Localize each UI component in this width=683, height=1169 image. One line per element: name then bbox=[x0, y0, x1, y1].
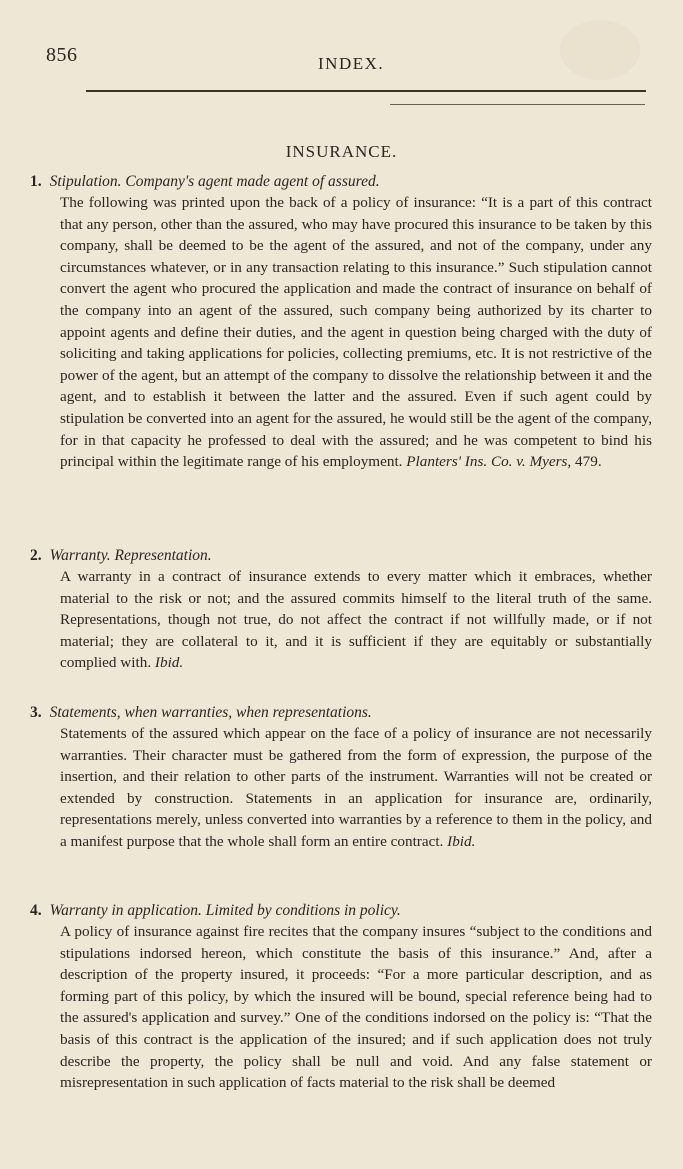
entry-heading bbox=[30, 703, 652, 723]
entry-body-text: A warranty in a contract of insurance extends to every matter which it embraces, whether material to the risk or not; and the assured commits himself to the literal truth of the same. Representations, though not true, do not affect the contract if not willfully made, or if not material; they are collateral to it, and it is sufficient if they are equitably or substantially complied with. bbox=[60, 568, 652, 672]
entry-citation: Ibid. bbox=[154, 654, 184, 672]
page-number: 856 bbox=[46, 44, 78, 66]
header-rule bbox=[86, 90, 646, 92]
entry-heading bbox=[30, 546, 652, 566]
section-title: INSURANCE. bbox=[285, 142, 398, 161]
index-entry bbox=[30, 901, 652, 1094]
entry-body bbox=[30, 566, 652, 674]
entry-body-text: Statements of the assured which appear on the face of a policy of insurance are not necessarily warranties. Their character must be gathered from the form of expression, the purpose of the insertion, and their relation to other parts of the instrument. Warranties will not be created or extended by construction. Statements in an application for insurance are, ordinarily, representations merely, unless converted into warranties by a reference to them in the policy, and a manifest purpose that the whole shall form an entire contract. bbox=[60, 725, 652, 850]
entry-body-text: The following was printed upon the back of a policy of insurance: “It is a part of this contract that any person, other than the assured, who may have procured this insurance to be taken by this company, shall be deemed to be the agent of the assured, and not of the company, under any circumstances whatever, or in any transaction relating to this insurance.” Such stipulation cannot convert the agent who procured the application and made the contract of insurance on behalf of the company into an agent of the assured, such company being authorized by its charter to appoint agents and define their duties, and the agent in question being charged with the duty of soliciting and taking applications for policies, collecting premiums, etc. It is not restrictive of the power of the agent, but an attempt of the company to dissolve the relationship between it and the agent, and to establish it between the latter and the assured. Even if such agent could by stipulation be converted into an agent for the assured, he would still be the agent of the company, for in that capacity he professed to deal with the assured; and he was competent to bind his principal within the legitimate range of his employment. bbox=[60, 194, 652, 471]
index-entry bbox=[30, 546, 652, 674]
paper-stain bbox=[560, 20, 640, 80]
entry-heading-text: Warranty in application. Limited by conditions in policy. bbox=[49, 902, 401, 919]
entry-number: 1. bbox=[30, 173, 42, 190]
entry-body bbox=[30, 723, 652, 853]
entry-citation: Planters' Ins. Co. v. Myers, bbox=[406, 453, 572, 471]
entry-number: 2. bbox=[30, 547, 42, 564]
entry-heading bbox=[30, 172, 652, 192]
index-entry bbox=[30, 172, 652, 473]
entry-body-text: A policy of insurance against fire recites that the company insures “subject to the conditions and stipulations indorsed hereon, which constitute the basis of this insurance.” And, after a description of the property insured, it proceeds: “For a more particular description, and as forming part of this policy, by which the insured will be bound, special reference being had to the assured's application and survey.” One of the conditions indorsed on the policy is: “That the basis of this contract is the application of the insured; and if such application does not truly describe the property, the policy shall be null and void. And any false statement or misrepresentation in such application of facts material to the risk shall be deemed bbox=[60, 923, 652, 1092]
entry-number: 3. bbox=[30, 704, 42, 721]
entry-citation-page: 479. bbox=[571, 453, 602, 471]
running-head: INDEX. bbox=[318, 54, 385, 73]
entry-heading-text: Statements, when warranties, when representations. bbox=[49, 704, 372, 721]
entry-heading-text: Stipulation. Company's agent made agent of assured. bbox=[49, 173, 380, 190]
entry-heading bbox=[30, 901, 652, 921]
entry-citation: Ibid. bbox=[447, 832, 476, 850]
entry-number: 4. bbox=[30, 902, 42, 919]
entry-body bbox=[30, 921, 652, 1094]
entry-body bbox=[30, 192, 652, 473]
entry-heading-text: Warranty. Representation. bbox=[49, 547, 212, 564]
index-entry bbox=[30, 703, 652, 853]
header-rule-thin bbox=[390, 104, 645, 105]
